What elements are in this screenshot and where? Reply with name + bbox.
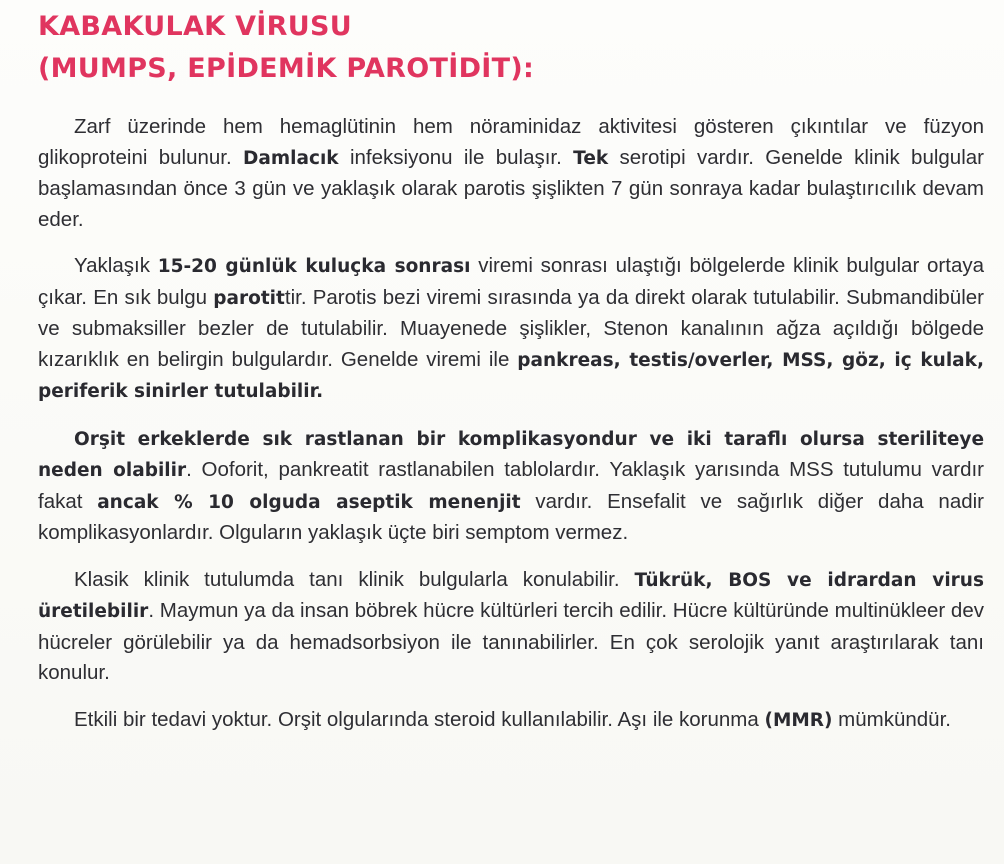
text-run: . Maymun ya da insan böbrek hücre kültürleri tercih edilir. Hücre kültüründe multinükleer dev hücreler görülebilir ya da hemadsorbsiyon ile tanınabilirler. En çok serolojik yanıt araştırılarak tanı konulur. [38,599,984,684]
bold-run: parotit [213,287,285,309]
bold-run: Orşit erkeklerde sık rastlanan bir komplikasyondur ve iki taraflı olursa steriliteye neden olabilir [38,428,984,481]
text-run: vardır. Ensefalit ve sağırlık diğer daha nadir komplikasyonlardır. Olguların yaklaşık üçte biri semptom vermez. [38,489,984,544]
text-run: infeksiyonu ile bulaşır. [338,145,574,169]
page-title [38,6,534,90]
paragraph-transmission [38,112,984,235]
text-run: Klasik klinik tutulumda tanı klinik bulgularla konulabilir. [74,567,635,591]
text-run: mümkündür. [832,707,951,731]
title-line-1: KABAKULAK VİRUSU [38,11,352,42]
bold-run: Damlacık [243,147,339,169]
text-run: viremi sonrası ulaştığı bölgelerde klinik bulgular ortaya çıkar. En sık bulgu [38,254,985,309]
title-line-2: (MUMPS, EPİDEMİK PAROTİDİT): [38,53,535,84]
text-run: tir. Parotis bezi viremi sırasında ya da direkt olarak tutulabilir. Submandibüler ve submaksiller bezler de tutulabilir. Muayenede şişlikler, Stenon kanalının ağza açıldığı bölgede kızarıklık en belirgin bulgulardır. Genelde viremi ile [38,285,984,371]
text-run: Zarf üzerinde hem hemaglütinin hem nöraminidaz aktivitesi gösteren çıkıntılar ve füzyon glikoproteini bulunur. [38,115,984,169]
document-body [38,112,984,752]
bold-run: (MMR) [764,709,833,731]
text-run: serotipi vardır. Genelde klinik bulgular başlamasından önce 3 gün ve yaklaşık olarak parotis şişlikten 7 gün sonraya kadar bulaştırıcılık devam eder. [38,145,984,231]
bold-run: Tükrük, BOS ve idrardan virus üretilebilir [38,569,984,622]
text-run: Yaklaşık [74,254,158,277]
bold-run: Tek [573,147,609,169]
paragraph-complications [38,424,984,549]
bold-run: ancak % 10 olguda aseptik menenjit [97,491,521,513]
bold-run: 15-20 günlük kuluçka sonrası [157,256,471,277]
bold-run: pankreas, testis/overler, MSS, göz, iç kulak, periferik sinirler tutulabilir. [38,349,984,402]
text-run: . Ooforit, pankreatit rastlanabilen tablolardır. Yaklaşık yarısında MSS tutulumu vardır fakat [38,458,984,513]
paragraph-treatment [38,705,984,737]
paragraph-diagnosis [38,565,984,689]
text-run: Etkili bir tedavi yoktur. Orşit olgularında steroid kullanılabilir. Aşı ile korunma [74,707,765,731]
paragraph-clinical [38,251,984,408]
